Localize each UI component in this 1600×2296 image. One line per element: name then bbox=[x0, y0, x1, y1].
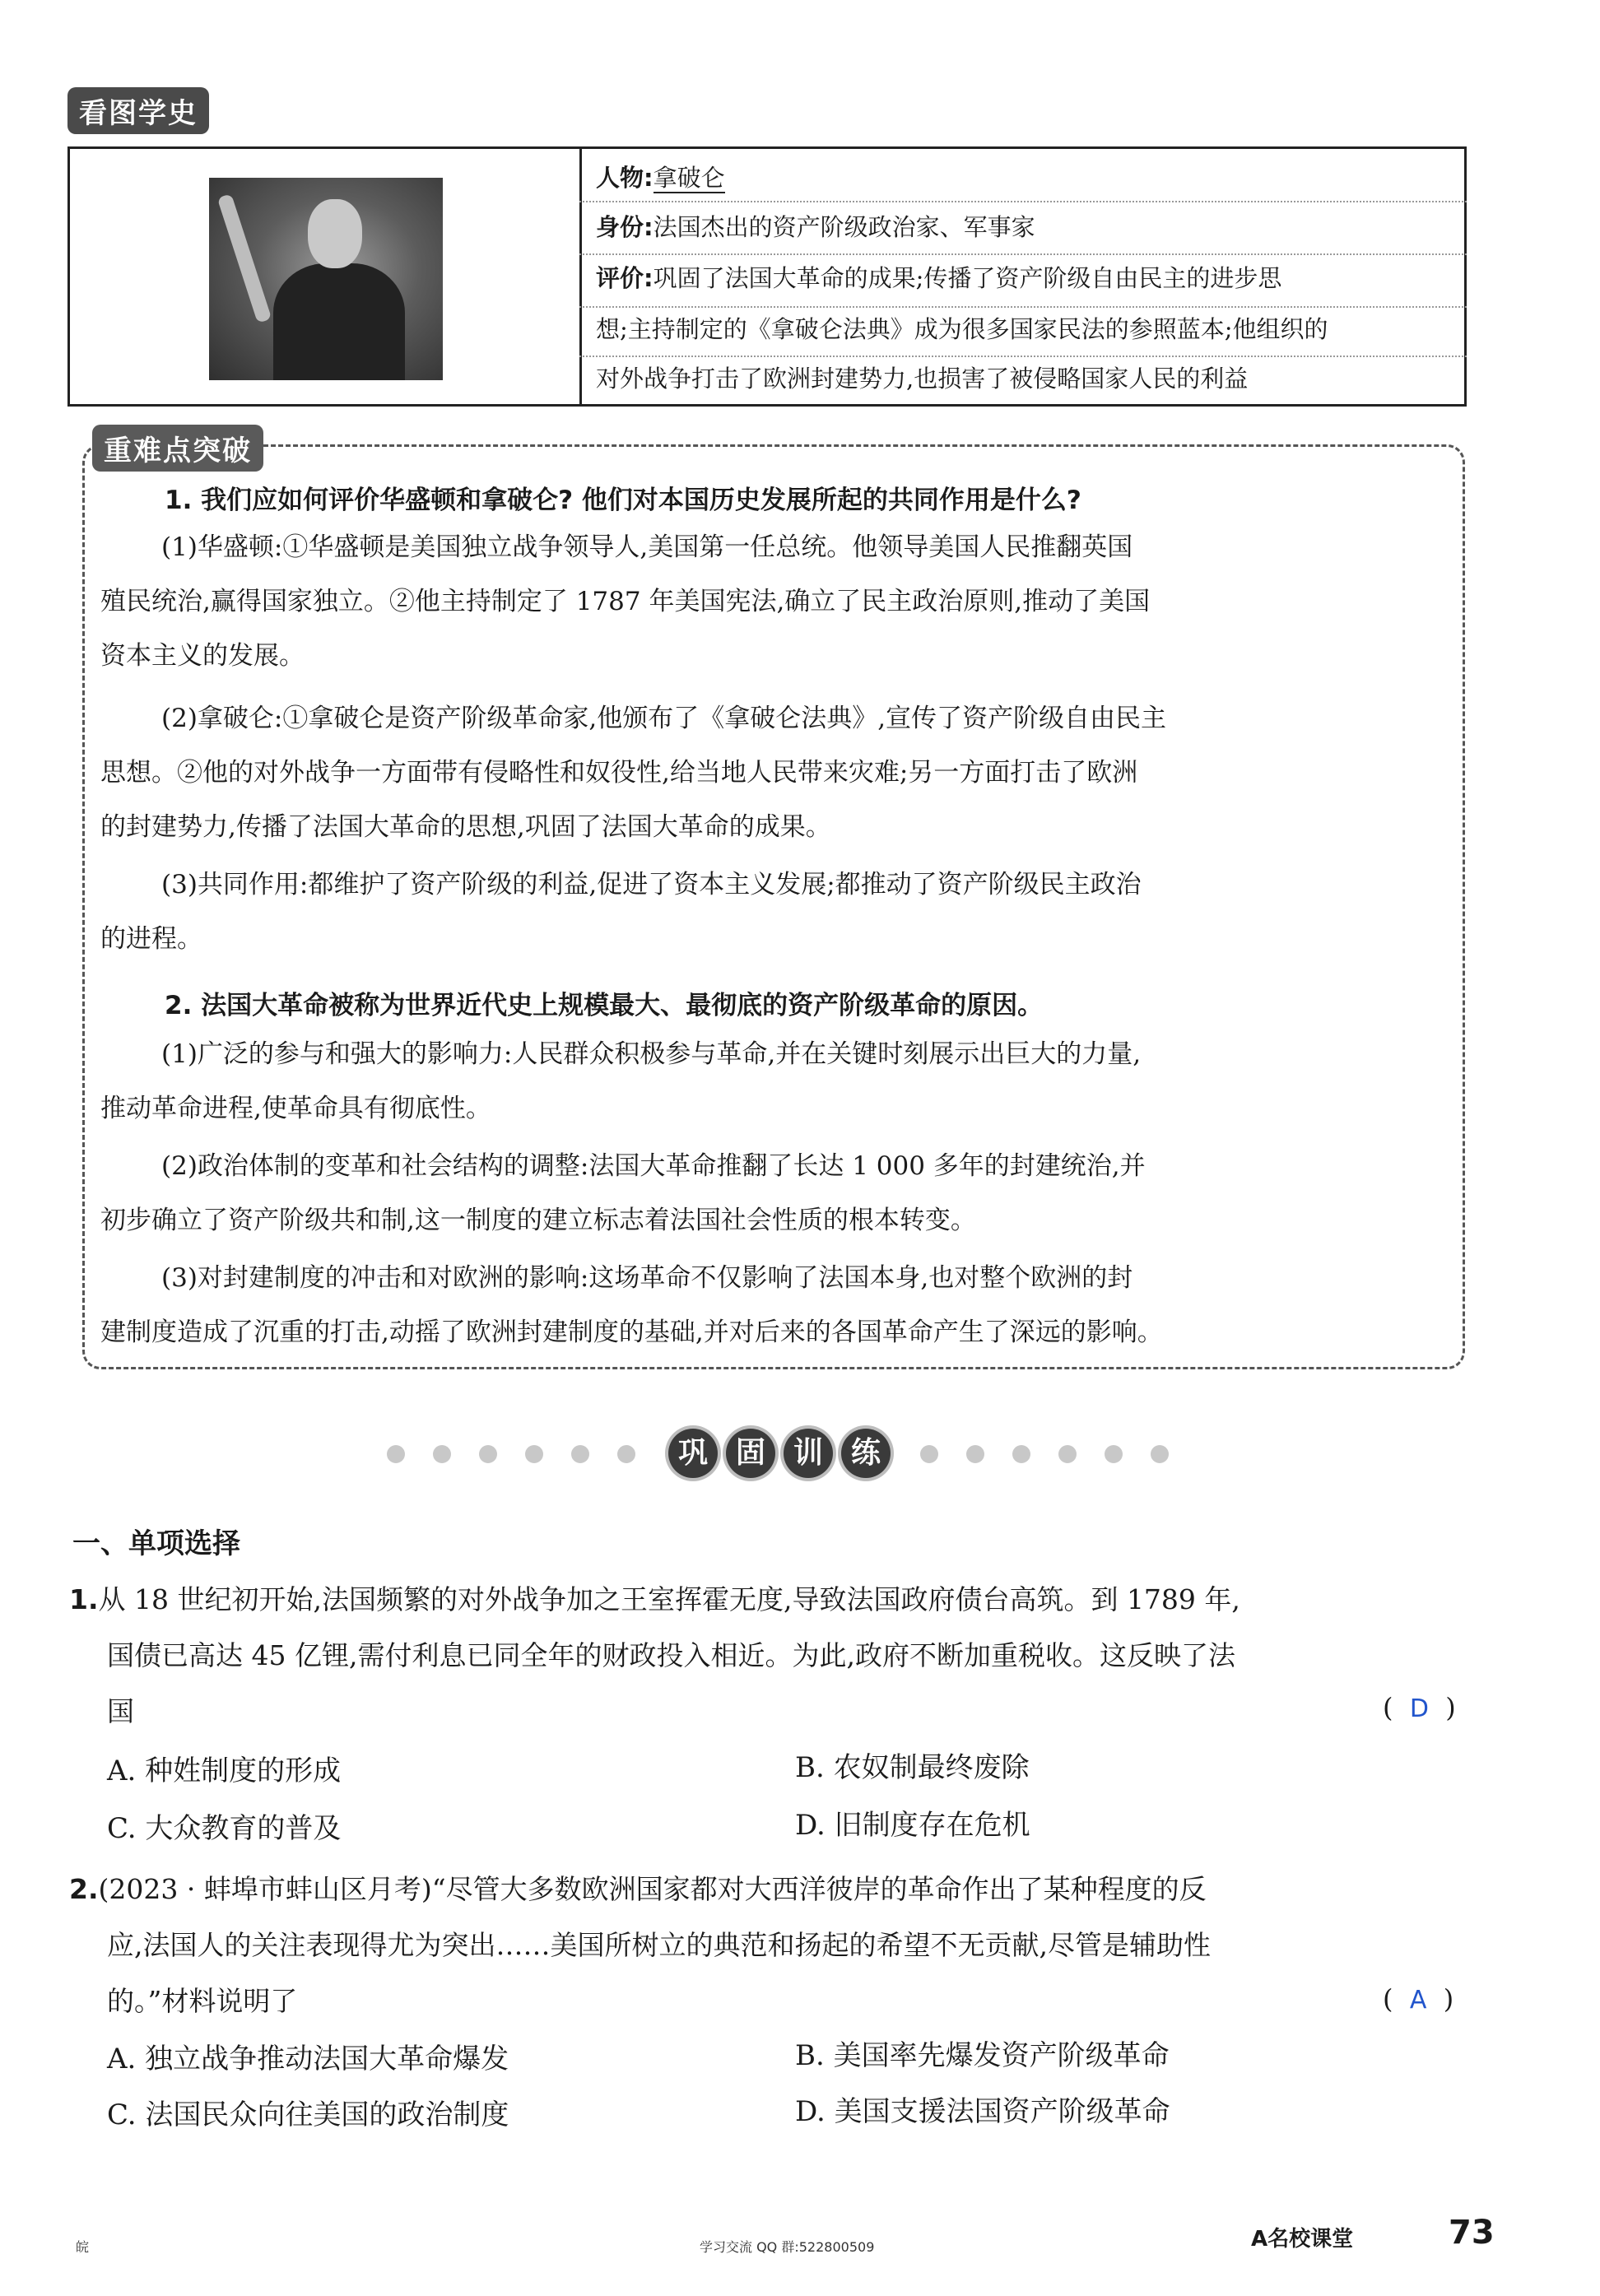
identity-row bbox=[596, 202, 1460, 252]
footer-province: 皖 bbox=[76, 2239, 90, 2255]
evaluation-line: 想;主持制定的《拿破仑法典》成为很多国家民法的参照蓝本;他组织的 bbox=[596, 315, 1328, 343]
publisher-logo: A名校课堂 bbox=[1251, 2227, 1354, 2252]
answer-open: ( bbox=[1383, 1692, 1393, 1723]
evaluation-line: 巩固了法国大革命的成果;传播了资产阶级自由民主的进步思 bbox=[653, 264, 1282, 292]
question-1-heading: 1. 我们应如何评价华盛顿和拿破仑? 他们对本国历史发展所起的共同作用是什么? bbox=[165, 486, 1081, 515]
question-line: (2023 · 蚌埠市蚌山区月考)“尽管大多数欧洲国家都对大西洋彼岸的革命作出了某种程度的反 bbox=[98, 1873, 1207, 1905]
decor-dot bbox=[1058, 1445, 1077, 1463]
option-c[interactable]: C. 法国民众向往美国的政治制度 bbox=[107, 2098, 509, 2131]
decor-dot bbox=[479, 1445, 497, 1463]
option-b[interactable]: B. 美国率先爆发资产阶级革命 bbox=[795, 2039, 1170, 2072]
answer-close: ) bbox=[1443, 1983, 1454, 2015]
practice-title-char: 固 bbox=[726, 1429, 775, 1478]
decor-dot bbox=[1151, 1445, 1169, 1463]
paragraph-line: (1)广泛的参与和强大的影响力:人民群众积极参与革命,并在关键时刻展示出巨大的力量, bbox=[161, 1039, 1142, 1069]
question-number: 2. bbox=[69, 1873, 99, 1905]
question-line: 的。”材料说明了 bbox=[107, 1985, 298, 2017]
paragraph-line: (3)共同作用:都维护了资产阶级的利益,促进了资本主义发展;都推动了资产阶级民主政治 bbox=[161, 870, 1142, 899]
person-row bbox=[596, 153, 1460, 202]
practice-title-char: 练 bbox=[841, 1429, 891, 1478]
paragraph-line: 推动革命进程,使革命具有彻底性。 bbox=[100, 1094, 491, 1123]
section-tag-key-points: 重难点突破 bbox=[92, 425, 263, 472]
decor-dot bbox=[387, 1445, 405, 1463]
practice-title-char: 巩 bbox=[668, 1429, 718, 1478]
question-line: 国 bbox=[107, 1695, 134, 1727]
option-c[interactable]: C. 大众教育的普及 bbox=[107, 1812, 342, 1845]
option-d[interactable]: D. 美国支援法国资产阶级革命 bbox=[795, 2095, 1170, 2128]
paragraph-line: 的封建势力,传播了法国大革命的思想,巩固了法国大革命的成果。 bbox=[100, 812, 831, 842]
evaluation-row bbox=[596, 253, 1460, 303]
portrait-divider bbox=[579, 146, 582, 407]
question-1 bbox=[69, 1572, 1240, 1628]
decor-dot bbox=[525, 1445, 543, 1463]
decor-dot bbox=[617, 1445, 635, 1463]
option-a[interactable]: A. 独立战争推动法国大革命爆发 bbox=[107, 2043, 509, 2075]
paragraph-line: 资本主义的发展。 bbox=[100, 641, 305, 671]
paragraph-line: (2)拿破仑:①拿破仑是资产阶级革命家,他颁布了《拿破仑法典》,宣传了资产阶级自由民主 bbox=[161, 704, 1167, 733]
decor-dot bbox=[1105, 1445, 1123, 1463]
answer-bracket bbox=[1383, 1983, 1453, 2015]
question-line: 应,法国人的关注表现得尤为突出……美国所树立的典范和扬起的希望不无贡献,尽管是辅助性 bbox=[107, 1929, 1211, 1961]
napoleon-portrait bbox=[209, 178, 443, 380]
paragraph-line: 思想。②他的对外战争一方面带有侵略性和奴役性,给当地人民带来灾难;另一方面打击了欧洲 bbox=[100, 758, 1138, 788]
option-b[interactable]: B. 农奴制最终废除 bbox=[795, 1751, 1030, 1784]
person-value: 拿破仑 bbox=[653, 164, 725, 192]
footer-qq-group: 学习交流 QQ 群:522800509 bbox=[700, 2239, 875, 2255]
person-label: 人物: bbox=[596, 164, 653, 192]
answer-letter: D bbox=[1409, 1694, 1429, 1723]
evaluation-line: 对外战争打击了欧洲封建势力,也损害了被侵略国家人民的利益 bbox=[596, 365, 1249, 393]
paragraph-line: (3)对封建制度的冲击和对欧洲的影响:这场革命不仅影响了法国本身,也对整个欧洲的封 bbox=[161, 1263, 1133, 1293]
answer-bracket bbox=[1383, 1692, 1456, 1723]
decor-dot bbox=[966, 1445, 984, 1463]
decor-dot bbox=[571, 1445, 589, 1463]
paragraph-line: 的进程。 bbox=[100, 924, 202, 954]
option-a[interactable]: A. 种姓制度的形成 bbox=[107, 1755, 342, 1787]
paragraph-line: 初步确立了资产阶级共和制,这一制度的建立标志着法国社会性质的根本转变。 bbox=[100, 1206, 976, 1235]
paragraph-line: 殖民统治,赢得国家独立。②他主持制定了 1787 年美国宪法,确立了民主政治原则,推动了美国 bbox=[100, 587, 1151, 616]
decor-dot bbox=[920, 1445, 938, 1463]
decor-dot bbox=[1012, 1445, 1030, 1463]
page-number: 73 bbox=[1449, 2214, 1495, 2252]
answer-letter: A bbox=[1409, 1986, 1427, 2015]
section-tag-look-learn: 看图学史 bbox=[67, 87, 209, 134]
question-number: 1. bbox=[69, 1583, 99, 1615]
identity-value: 法国杰出的资产阶级政治家、军事家 bbox=[653, 213, 1035, 241]
identity-label: 身份: bbox=[596, 213, 653, 241]
question-2-heading: 2. 法国大革命被称为世界近代史上规模最大、最彻底的资产阶级革命的原因。 bbox=[165, 991, 1044, 1020]
practice-title-char: 训 bbox=[784, 1429, 833, 1478]
paragraph-line: (1)华盛顿:①华盛顿是美国独立战争领导人,美国第一任总统。他领导美国人民推翻英国 bbox=[161, 532, 1133, 562]
question-line: 国债已高达 45 亿锂,需付利息已同全年的财政投入相近。为此,政府不断加重税收。这反映了法 bbox=[107, 1639, 1235, 1671]
option-d[interactable]: D. 旧制度存在危机 bbox=[795, 1809, 1030, 1842]
question-2 bbox=[69, 1861, 1207, 1917]
question-line: 从 18 世纪初开始,法国频繁的对外战争加之王室挥霍无度,导致法国政府债台高筑。到 1789 年, bbox=[98, 1583, 1240, 1615]
answer-open: ( bbox=[1383, 1983, 1393, 2015]
paragraph-line: 建制度造成了沉重的打击,动摇了欧洲封建制度的基础,并对后来的各国革命产生了深远的影响。 bbox=[100, 1318, 1163, 1347]
section-single-choice: 一、单项选择 bbox=[72, 1527, 240, 1560]
evaluation-label: 评价: bbox=[596, 264, 653, 292]
paragraph-line: (2)政治体制的变革和社会结构的调整:法国大革命推翻了长达 1 000 多年的封建统治,并 bbox=[161, 1151, 1146, 1181]
decor-dot bbox=[433, 1445, 451, 1463]
answer-close: ) bbox=[1445, 1692, 1456, 1723]
